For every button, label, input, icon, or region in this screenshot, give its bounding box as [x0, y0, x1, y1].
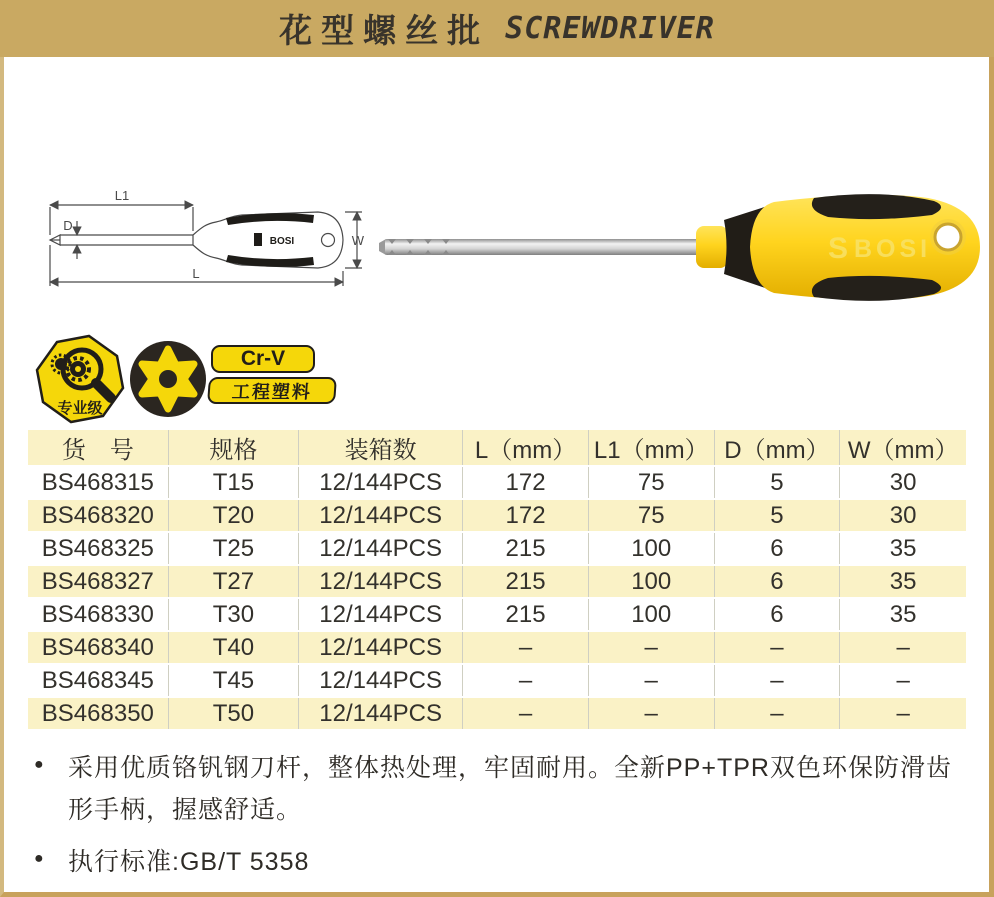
table-cell: –: [463, 665, 589, 696]
table-cell: 215: [463, 533, 589, 564]
spec-table-header: [28, 430, 966, 465]
bullet-icon: ●: [34, 850, 44, 867]
table-cell: 12/144PCS: [299, 698, 463, 729]
table-row: [28, 698, 966, 729]
table-cell: 12/144PCS: [299, 632, 463, 663]
product-photo: [376, 190, 988, 308]
drawing-brand-text: BOSI: [269, 236, 295, 247]
table-cell: T30: [169, 599, 299, 630]
drawing-logo-mark: [254, 233, 262, 246]
table-cell: 6: [715, 533, 841, 564]
dim-label-l1: L1: [114, 188, 130, 203]
table-cell: T45: [169, 665, 299, 696]
table-row: [28, 632, 966, 663]
col-l1-mm: L1（mm）: [589, 430, 715, 465]
spec-table-body: [28, 467, 966, 729]
table-cell: 75: [589, 500, 715, 531]
col-spec: 规格: [169, 430, 299, 465]
table-cell: 12/144PCS: [299, 665, 463, 696]
table-cell: T25: [169, 533, 299, 564]
table-cell: 6: [715, 599, 841, 630]
table-cell: 100: [589, 533, 715, 564]
table-cell: –: [463, 698, 589, 729]
bosi-logo-mark: S: [828, 232, 849, 265]
note-item: [34, 841, 969, 883]
table-cell: 35: [840, 599, 966, 630]
table-cell: 35: [840, 533, 966, 564]
lanyard-hole: [935, 224, 961, 250]
dim-label-d: D: [63, 218, 73, 233]
table-cell: BS468340: [28, 632, 169, 663]
table-cell: –: [589, 632, 715, 663]
col-packing-qty: 装箱数: [299, 430, 463, 465]
table-cell: 12/144PCS: [299, 599, 463, 630]
table-cell: BS468350: [28, 698, 169, 729]
table-cell: 30: [840, 467, 966, 498]
table-cell: 172: [463, 467, 589, 498]
table-row: [28, 566, 966, 597]
col-d-mm: D（mm）: [715, 430, 841, 465]
dim-label-l: L: [192, 266, 200, 281]
table-cell: BS468327: [28, 566, 169, 597]
table-cell: 172: [463, 500, 589, 531]
crv-label: Cr-V: [240, 347, 286, 370]
table-row: [28, 533, 966, 564]
table-cell: BS468315: [28, 467, 169, 498]
table-cell: 12/144PCS: [299, 500, 463, 531]
col-item-no: 货 号: [28, 430, 169, 465]
table-cell: 215: [463, 566, 589, 597]
table-cell: 6: [715, 566, 841, 597]
col-l-mm: L（mm）: [463, 430, 589, 465]
dimension-drawing: [30, 183, 370, 303]
table-cell: T15: [169, 467, 299, 498]
table-cell: 12/144PCS: [299, 467, 463, 498]
header-row: [28, 430, 966, 465]
table-cell: 75: [589, 467, 715, 498]
table-cell: BS468330: [28, 599, 169, 630]
note-text-features: 采用优质铬钒钢刀杆，整体热处理，牢固耐用。全新PP+TPR双色环保防滑齿形手柄，握感舒适。: [68, 754, 952, 824]
table-cell: 5: [715, 500, 841, 531]
table-cell: BS468345: [28, 665, 169, 696]
dim-label-w: W: [351, 233, 364, 248]
material-badge-plastic: [207, 377, 337, 404]
note-text-standard: 执行标准:GB/T 5358: [68, 848, 310, 876]
feature-notes: [34, 747, 969, 893]
table-cell: BS468320: [28, 500, 169, 531]
table-row: [28, 500, 966, 531]
table-cell: –: [715, 665, 841, 696]
table-cell: 215: [463, 599, 589, 630]
handle-grip-bottom: [812, 276, 941, 301]
torx-star-badge: [126, 337, 210, 421]
table-cell: –: [589, 665, 715, 696]
engineering-plastic-label: 工程塑料: [231, 381, 313, 402]
table-cell: T20: [169, 500, 299, 531]
table-cell: 100: [589, 599, 715, 630]
table-row: [28, 665, 966, 696]
table-cell: 12/144PCS: [299, 533, 463, 564]
table-cell: –: [840, 698, 966, 729]
table-cell: 12/144PCS: [299, 566, 463, 597]
page-header: [0, 0, 994, 57]
page-body: [0, 57, 994, 897]
shaft: [385, 239, 699, 255]
table-cell: 5: [715, 467, 841, 498]
table-cell: –: [463, 632, 589, 663]
table-cell: 100: [589, 566, 715, 597]
col-w-mm: W（mm）: [840, 430, 966, 465]
table-cell: T27: [169, 566, 299, 597]
handle-collar: [696, 226, 728, 268]
table-cell: 35: [840, 566, 966, 597]
table-cell: –: [840, 632, 966, 663]
table-cell: 30: [840, 500, 966, 531]
table-cell: –: [589, 698, 715, 729]
professional-grade-badge: [34, 333, 126, 425]
material-badge-crv: [211, 345, 315, 373]
bullet-icon: ●: [34, 756, 44, 773]
note-item: [34, 747, 969, 831]
table-cell: –: [715, 698, 841, 729]
table-cell: T50: [169, 698, 299, 729]
table-row: [28, 467, 966, 498]
page-title-chinese: 花型螺丝批: [279, 12, 490, 49]
table-row: [28, 599, 966, 630]
table-cell: –: [840, 665, 966, 696]
page-title-english: SCREWDRIVER: [505, 11, 715, 46]
table-cell: BS468325: [28, 533, 169, 564]
table-cell: T40: [169, 632, 299, 663]
torx-tip: [379, 239, 386, 255]
table-cell: –: [715, 632, 841, 663]
professional-grade-label: 专业级: [57, 400, 103, 417]
spec-table: [28, 428, 966, 731]
bosi-brand-text: BOSI: [854, 235, 932, 263]
